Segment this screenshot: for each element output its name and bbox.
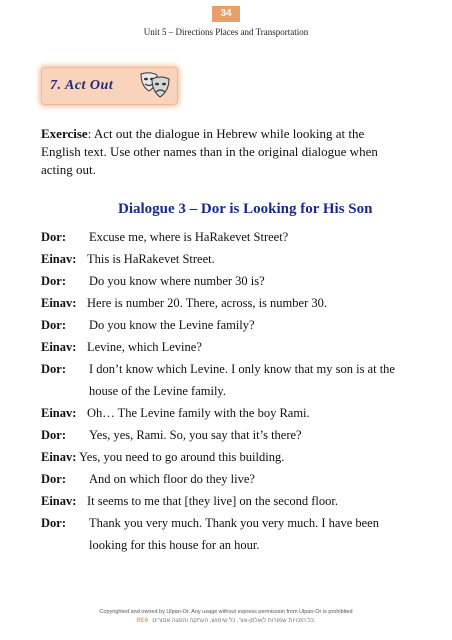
section-header-box (41, 67, 178, 105)
speaker-name: Einav: (41, 406, 77, 420)
page-number: 34 (212, 6, 240, 22)
line-text: Yes, you need to go around this building. (79, 450, 285, 464)
dialogue-line (41, 537, 401, 553)
footer-hebrew: כל הזכויות שמורות לאולפן-אור. כל שימוש, העתקה והפצה אסורים. (152, 618, 316, 624)
dialogue-line (41, 383, 401, 399)
line-text: Oh… The Levine family with the boy Rami. (87, 406, 310, 420)
dialogue-line (41, 405, 401, 421)
line-text: Do you know where number 30 is? (89, 274, 265, 288)
line-text: Excuse me, where is HaRakevet Street? (89, 230, 289, 244)
footer-code: RE6 (136, 618, 149, 624)
dialogue-line (41, 361, 401, 377)
dialogue-line (41, 317, 401, 333)
speaker-name: Dor: (41, 230, 66, 244)
speaker-name: Einav: (41, 494, 77, 508)
line-text: I don’t know which Levine. I only know that my son is at the (89, 362, 395, 376)
speaker-name: Dor: (41, 516, 66, 530)
exercise-label: Exercise (41, 126, 88, 141)
speaker-name: Einav: (41, 296, 77, 310)
speaker-name: Dor: (41, 472, 66, 486)
line-text: Here is number 20. There, across, is number 30. (87, 296, 327, 310)
dialogue-line (41, 427, 401, 443)
dialogue-line (41, 251, 401, 267)
section-title: 7. Act Out (50, 78, 114, 93)
line-text: Levine, which Levine? (87, 340, 202, 354)
unit-header: Unit 5 – Directions Places and Transportation (143, 27, 309, 37)
speaker-name: Dor: (41, 274, 66, 288)
dialogue-line (41, 493, 401, 509)
exercise-paragraph (41, 125, 391, 179)
dialogue-line (41, 273, 401, 289)
dialogue-line (41, 449, 401, 465)
line-text: Do you know the Levine family? (89, 318, 255, 332)
speaker-name: Dor: (41, 428, 66, 442)
dialogue-line (41, 471, 401, 487)
line-text: Thank you very much. Thank you very much. I have been (89, 516, 379, 530)
exercise-text: : Act out the dialogue in Hebrew while looking at the English text. Use other names than in the original dialogue when acting out. (41, 126, 378, 177)
footer-copyright: Copyrighted and owned by Ulpan-Or. Any usage without express permission from Ulpan-Or is prohibited (99, 609, 353, 615)
line-text: looking for this house for an hour. (89, 538, 260, 552)
speaker-name: Einav: (41, 450, 77, 464)
dialogue-line (41, 515, 401, 531)
line-text: And on which floor do they live? (89, 472, 255, 486)
dialogue-line (41, 339, 401, 355)
line-text: Yes, yes, Rami. So, you say that it’s there? (89, 428, 302, 442)
dialogue-line (41, 229, 401, 245)
speaker-name: Einav: (41, 252, 77, 266)
speaker-name: Dor: (41, 362, 66, 376)
line-text: house of the Levine family. (89, 384, 226, 398)
footer-hebrew-line (0, 618, 452, 624)
dialogue-title: Dialogue 3 – Dor is Looking for His Son (118, 201, 373, 217)
theater-masks-icon (138, 70, 172, 100)
line-text: This is HaRakevet Street. (87, 252, 215, 266)
dialogue-line (41, 295, 401, 311)
speaker-name: Dor: (41, 318, 66, 332)
speaker-name: Einav: (41, 340, 77, 354)
line-text: It seems to me that [they live] on the second floor. (87, 494, 338, 508)
